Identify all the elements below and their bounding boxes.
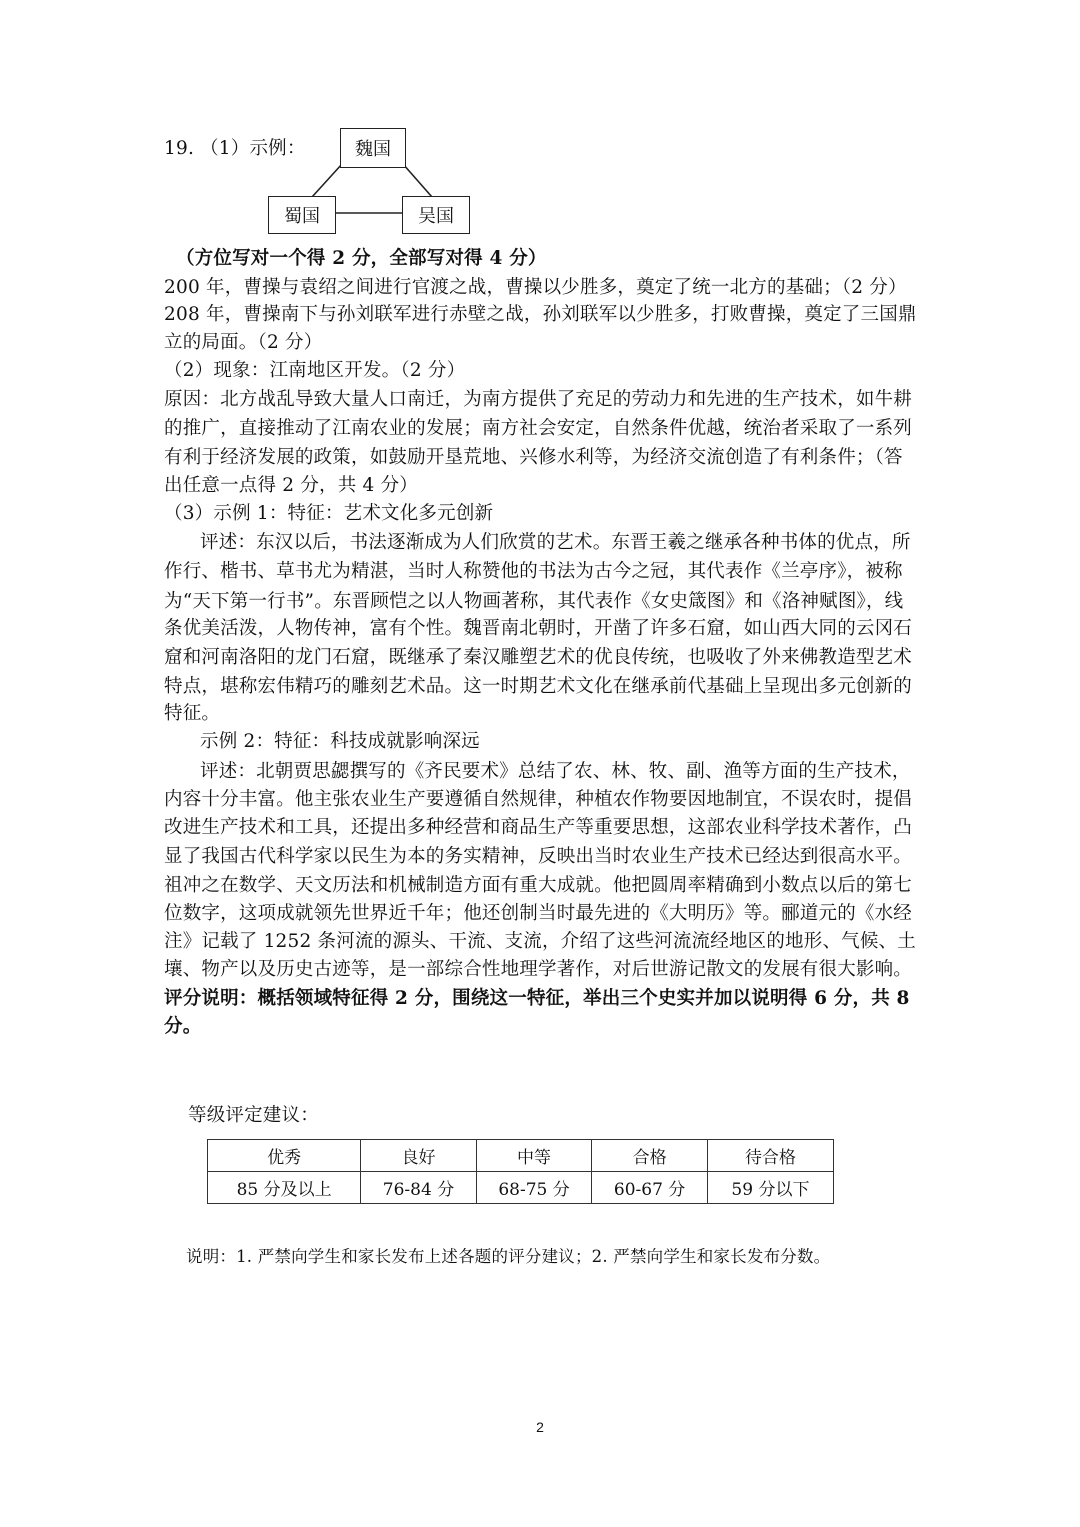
grade-range: 68-75 分	[476, 1172, 592, 1204]
ex2-line: 内容十分丰富。他主张农业生产要遵循自然规律，种植农作物要因地制宜，不误农时，提倡	[164, 789, 913, 810]
page-number: 2	[536, 1419, 544, 1435]
p2-line: 出任意一点得 2 分，共 4 分）	[164, 475, 418, 496]
grading-value-row	[208, 1172, 834, 1204]
p2-line: 的推广，直接推动了江南农业的发展；南方社会安定，自然条件优越，统治者采取了一系列	[164, 418, 913, 439]
diagram-box-wei: 魏国	[340, 128, 406, 168]
ex2-heading: 示例 2：特征：科技成就影响深远	[200, 731, 480, 752]
ex2-line: 位数字，这项成就领先世界近千年；他还创制当时最先进的《大明历》等。郦道元的《水经	[164, 903, 913, 924]
ex2-line: 评述：北朝贾思勰撰写的《齐民要术》总结了农、林、牧、副、渔等方面的生产技术，	[200, 761, 911, 782]
diagram-box-shu: 蜀国	[268, 196, 336, 234]
ex2-line: 祖冲之在数学、天文历法和机械制造方面有重大成就。他把圆周率精确到小数点以后的第七	[164, 875, 913, 896]
p1-line: 立的局面。（2 分）	[164, 332, 323, 353]
p3-line: 条优美活泼，人物传神，富有个性。魏晋南北朝时，开凿了许多石窟，如山西大同的云冈石	[164, 618, 913, 639]
scoring-note-line: 分。	[164, 1016, 202, 1037]
p2-line: 有利于经济发展的政策，如鼓励开垦荒地、兴修水利等，为经济交流创造了有利条件；（答	[164, 447, 903, 468]
release-note: 说明：1. 严禁向学生和家长发布上述各题的评分建议；2. 严禁向学生和家长发布分数。	[186, 1247, 831, 1266]
ex2-line: 改进生产技术和工具，还提出多种经营和商品生产等重要思想，这部农业科学技术著作，凸	[164, 817, 913, 838]
p3-line: 特征。	[164, 703, 221, 724]
diagram-box-wu: 吴国	[402, 196, 470, 234]
grade-range: 85 分及以上	[208, 1172, 361, 1204]
grade-header: 良好	[361, 1140, 477, 1172]
connector-wei-wu	[403, 164, 432, 197]
scoring-note-line: 评分说明：概括领域特征得 2 分，围绕这一特征，举出三个史实并加以说明得 6 分，共 8	[164, 988, 910, 1009]
grade-range: 59 分以下	[707, 1172, 833, 1204]
grading-table	[207, 1139, 834, 1204]
grade-header: 待合格	[707, 1140, 833, 1172]
p3-line: 特点，堪称宏伟精巧的雕刻艺术品。这一时期艺术文化在继承前代基础上呈现出多元创新的	[164, 676, 913, 697]
grading-title: 等级评定建议：	[188, 1105, 319, 1126]
p3-line: 作行、楷书、草书尤为精湛，当时人称赞他的书法为古今之冠，其代表作《兰亭序》，被称	[164, 561, 903, 582]
p3-heading: （3）示例 1：特征：艺术文化多元创新	[164, 503, 494, 524]
p1-line: 208 年，曹操南下与孙刘联军进行赤壁之战，孙刘联军以少胜多，打败曹操，奠定了三国鼎	[164, 304, 917, 325]
p2-line: 原因：北方战乱导致大量人口南迁，为南方提供了充足的劳动力和先进的生产技术，如牛耕	[164, 389, 913, 410]
grade-header: 合格	[592, 1140, 708, 1172]
three-kingdoms-diagram-lines	[0, 0, 1080, 260]
p1-line: （方位写对一个得 2 分，全部写对得 4 分）	[176, 248, 547, 269]
ex2-line: 壤、物产以及历史古迹等，是一部综合性地理学著作，对后世游记散文的发展有很大影响。	[164, 959, 913, 980]
ex2-line: 显了我国古代科学家以民生为本的务实精神，反映出当时农业生产技术已经达到很高水平。	[164, 846, 913, 867]
question-19-label: 19. （1）示例：	[164, 138, 306, 159]
grade-range: 60-67 分	[592, 1172, 708, 1204]
p3-line: 评述：东汉以后，书法逐渐成为人们欣赏的艺术。东晋王羲之继承各种书体的优点，所	[200, 532, 911, 553]
ex2-line: 注》记载了 1252 条河流的源头、干流、支流，介绍了这些河流流经地区的地形、气候、土	[164, 931, 916, 952]
p2-line: （2）现象：江南地区开发。（2 分）	[164, 360, 466, 381]
connector-wei-shu	[312, 164, 342, 197]
grading-header-row	[208, 1140, 834, 1172]
grade-header: 优秀	[208, 1140, 361, 1172]
p3-line: 窟和河南洛阳的龙门石窟，既继承了秦汉雕塑艺术的优良传统，也吸收了外来佛教造型艺术	[164, 647, 913, 668]
grade-header: 中等	[476, 1140, 592, 1172]
grade-range: 76-84 分	[361, 1172, 477, 1204]
p1-line: 200 年，曹操与袁绍之间进行官渡之战，曹操以少胜多，奠定了统一北方的基础；（2 分）	[164, 277, 907, 298]
p3-line: 为“天下第一行书”。东晋顾恺之以人物画著称，其代表作《女史箴图》和《洛神赋图》，线	[164, 591, 904, 612]
